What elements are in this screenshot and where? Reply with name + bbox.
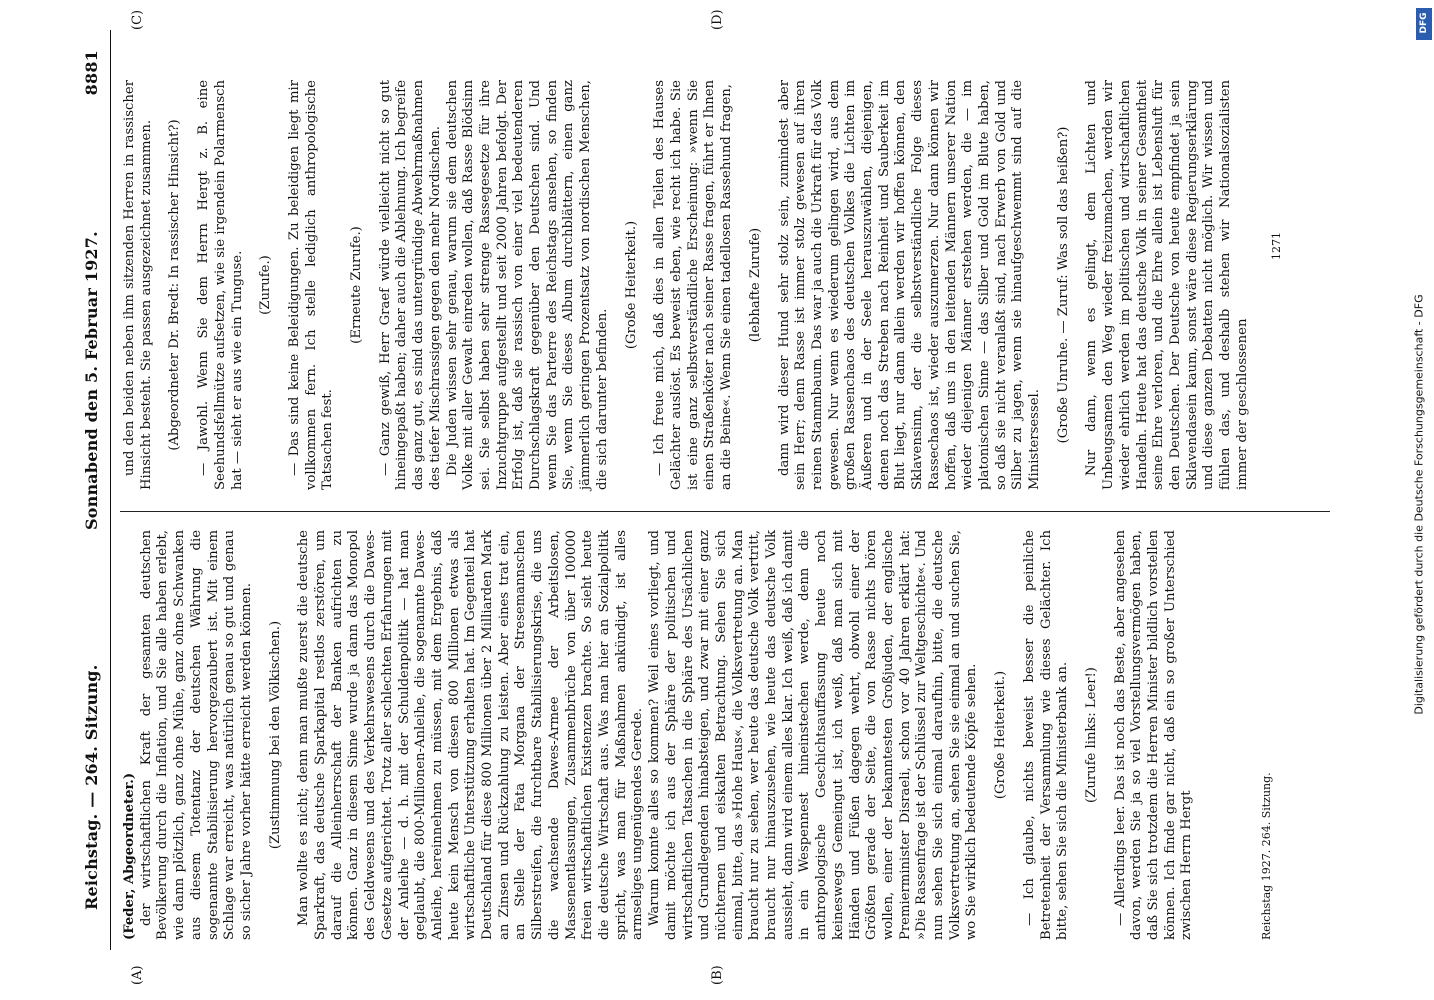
paragraph: — Jawohl. Wenn Sie dem Herrn Hergt z. B. eine Seehundsfellmütze aufsetzen, wie sie irgendein Polarmensch hat — sieht er aus wie ein Tunguse. bbox=[196, 80, 245, 490]
footer-page: 1271 bbox=[1270, 232, 1283, 260]
interjection: (Große Unruhe. — Zuruf: Was soll das heißen?) bbox=[1055, 126, 1071, 444]
interjection: (Zustimmung bei den Völkischen.) bbox=[267, 620, 283, 850]
paragraph: — Ich freue mich, daß dies in allen Teilen des Hauses Gelächter auslöst. Es beweist eben, wie recht ich habe. Sie ist eine ganz selbstverständliche Erscheinung: »wenn Sie einen Straßenköter nach seiner Rasse fragen, führt er Ihnen an die Beine«. Wenn Sie einen tadellosen Rassehund fragen, bbox=[652, 80, 735, 490]
paragraph: — Das sind keine Beleidigungen. Zu beleidigen liegt mir vollkommen fern. Ich stelle lediglich anthropologische Tatsachen fest. bbox=[286, 80, 336, 490]
digitization-credit: Digitalisierung gefördert durch die Deutsche Forschungsgemeinschaft - DFG bbox=[1412, 294, 1426, 715]
margin-letter-d: (D) bbox=[710, 9, 725, 30]
page-number: 8881 bbox=[82, 50, 101, 96]
header-left: Reichstag. — 264. Sitzung. bbox=[82, 664, 101, 910]
header-rule bbox=[110, 30, 111, 950]
margin-letter-c: (C) bbox=[130, 9, 145, 30]
paragraph: — Ganz gewiß, Herr Graef würde vielleicht nicht so gut hineingepaßt haben; daher auch die Ablehnung. Ich begreife das ganz gut, es sind das untergründige Abwehrmaßnahmen des tiefer Mischrassigen gegen den mehr Nordischen. bbox=[377, 80, 443, 490]
interjection: (Zurufe links: Leer!) bbox=[1083, 667, 1099, 803]
interjection: (Große Heiterkeit.) bbox=[623, 220, 639, 350]
interjection: (Erneute Zurufe.) bbox=[349, 226, 365, 344]
paragraph: und den beiden neben ihm sitzenden Herren in rassischer Hinsicht besteht. Sie passen ausgezeichnet zusammen. bbox=[122, 80, 154, 490]
paragraph: — Allerdings leer. Das ist noch das Beste, aber angesehen davon, werden Sie ja so viel Vorstellungsvermögen haben, daß Sie sich trotzdem die Herren Minister bildlich vorstellen können. Ich finde gar nicht, daß ein so großer Unterschied zwischen Herrn Hergt bbox=[1112, 530, 1195, 940]
column-divider bbox=[120, 511, 1330, 512]
paragraph: dann wird dieser Hund sehr stolz sein, zumindest aber sein Herr; denn Rasse ist immer stolz gewesen auf ihren reinen Stammbaum. Das war ja auch die Urkraft für das Volk gewesen. Nur wenn es wiederum gelingen wird, aus dem großen Rassenchaos des deutschen Volkes die Lichten im Äußeren und in der Seele herauszuwählen, diejenigen, denen noch das Streben nach Reinheit und Sauberkeit im Blut liegt, nur dann allein werden wir hoffen können, den Sklavensinn, der die selbstverständliche Folge dieses Rassechaos ist, wieder auszumerzen. Nur dann können wir hoffen, daß uns in den leitenden Männern unserer Nation wieder diejenigen Männer erstehen werden, die — im platonischen Sinne — das Silber und Gold im Blute haben, so daß sie nicht veranlaßt sind, nach Erwerb von Gold und Silber zu jagen, wenn sie hinaufgeschwemmt sind auf die Ministersessel. bbox=[776, 79, 1043, 490]
interjection: (Zurufe.) bbox=[258, 255, 274, 315]
interjection: (Große Heiterkeit.) bbox=[993, 670, 1009, 800]
paragraph: — Ich glaube, nichts beweist besser die peinliche Betretenheit der Versammlung wie dieses Gelächter. Ich bitte, sehen Sie sich die Ministerbank an. bbox=[1021, 530, 1071, 940]
margin-letter-a: (A) bbox=[130, 965, 145, 985]
page-content bbox=[70, 9, 1400, 985]
dfg-logo: DFG bbox=[1416, 8, 1432, 40]
paragraph: der wirtschaftlichen Kraft der gesamten deutschen Bevölkerung durch die Inflation, und Sie alle haben erlebt, wie dann plötzlich, ganz ohne Mühe, ganz ohne Schwanken aus diesem Totentanz der deutschen Währung die sogenannte Stabilisierung hervorgezaubert ist. Mit einem Schlage war erreicht, was natürlich genau so gut und genau so sicher Jahre vorher hätte erreicht werden können. bbox=[138, 530, 254, 940]
interjection: (lebhafte Zurufe) bbox=[747, 227, 763, 343]
right-column bbox=[122, 80, 1251, 490]
paragraph: Man wollte es nicht; denn man mußte zuerst die deutsche Sparkraft, das deutsche Sparkapital restlos zerstören, um darauf die Alleinherrschaft der Banken aufrichten zu können. Ganz in diesem Sinne wurde ja dann das Monopol des Geldwesens und des Verkehrswesens durch die Dawes-Gesetze aufgerichtet. Trotz aller schlechten Erfahrungen mit der Anleihe — d. h. mit der Schuldenpolitik — hat man geglaubt, die 800-Millionen-Anleihe, die sogenannte Dawes-Anleihe, hereinnehmen zu müssen, mit dem Ergebnis, daß heute kein Mensch von diesen 800 Millionen etwas als wirtschaftliche Unterstützung erhalten hat. Im Gegenteil hat Deutschland für diese 800 Millionen über 2 Milliarden Mark an Zinsen und Rückzahlung zu leisten. Aber eines trat ein, an Stelle der Fata Morgana der Stresemannschen Silberstreifen, die furchtbare Stabilisierungskrise, die uns die wachsende Dawes-Armee der Arbeitslosen, Massenentlassungen, Zusammenbrüche von über 100000 freien wirtschaftlichen Existenzen brachte. So sieht heute die deutsche Wirtschaft aus. Was man hier an Sozialpolitik spricht, was man für Maßnahmen ankündigt, ist alles armseliges ungenügendes Gerede. bbox=[296, 530, 646, 940]
header-date: Sonnabend den 5. Februar 1927. bbox=[82, 231, 101, 530]
margin-letter-b: (B) bbox=[710, 965, 725, 985]
page-header bbox=[78, 50, 108, 910]
interjection: (Abgeordneter Dr. Bredt: In rassischer Hinsicht?) bbox=[167, 119, 183, 451]
speaker-name: (Feder, Abgeordneter.) bbox=[122, 772, 137, 940]
paragraph: Warum konnte alles so kommen? Weil eines vorliegt, und damit möchte ich aus der Sphäre der politischen und wirtschaftlichen Tatsachen in die Sphäre des Ursächlichen und Grundlegenden hinabsteigen, und zwar mit einer ganz nüchternen und eiskalten Betrachtung. Sehen Sie sich einmal, bitte, das »Hohe Haus«, die Volksvertretung an. Man braucht nur zu sehen, wer heute das deutsche Volk vertritt, braucht nur hinauszusehen, wie heute das deutsche Volk aussieht, dann wird einem alles klar. Ich weiß, daß ich damit in ein Wespennest hineinstechen werde, denn die anthropologische Geschichtsauffassung heute noch keineswegs Gemeingut ist, ich weiß, daß man sich mit Händen und Füßen dagegen wehrt, obwohl einer der Größten gerade der Seite, die von Rasse nichts hören wollen, einer der bekanntesten Großjuden, der englische Premierminister Disraeli, schon vor 40 Jahren erklärt hat: »Die Rassenfrage ist der Schlüssel zur Weltgeschichte«. Und nun sehen Sie sich einmal daraufhin, bitte, die deutsche Volksvertretung an, sehen Sie sie einmal an und suchen Sie, wo Sie wirklich bedeutende Köpfe sehen. bbox=[647, 530, 980, 940]
paragraph: Nur dann, wenn es gelingt, dem Lichten und Unbeugsamen den Weg wieder freizumachen, werden wir wieder ehrlich werden im politischen und wirtschaftlichen Handeln. Heute hat das deutsche Volk in seiner Gesamtheit seine Ehre verloren, und die Ehre allein ist Lebensluft für den Deutschen. Der Deutsche von heute empfindet ja sein Sklavendasein kaum, sonst wäre diese Regierungserklärung und diese ganzen Debatten nicht möglich. Wir wissen und fühlen das, und deshalb stehen wir Nationalsozialisten immer der geschlossenen bbox=[1084, 80, 1250, 490]
left-column bbox=[122, 530, 1196, 940]
footer-left: Reichstag 1927. 264. Sitzung. bbox=[1260, 772, 1273, 940]
paragraph: Die Juden wissen sehr genau, warum sie dem deutschen Volke mit aller Gewalt einreden wollen, daß Rasse Blödsinn sei. Sie selbst haben sehr strenge Rassegesetze für ihre Inzuchtgruppe aufgestellt und seit 2000 Jahren befolgt. Der Erfolg ist, daß sie rassisch von einer viel bedeutenderen Durchschlagskraft gegenüber den Deutschen sind. Und wenn Sie das Parterre des Reichstags ansehen, so finden Sie, wenn Sie dieses Album durchblättern, einen ganz jämmerlich geringen Prozentsatz von nordischen Menschen, die sich darunter befinden. bbox=[444, 80, 610, 490]
